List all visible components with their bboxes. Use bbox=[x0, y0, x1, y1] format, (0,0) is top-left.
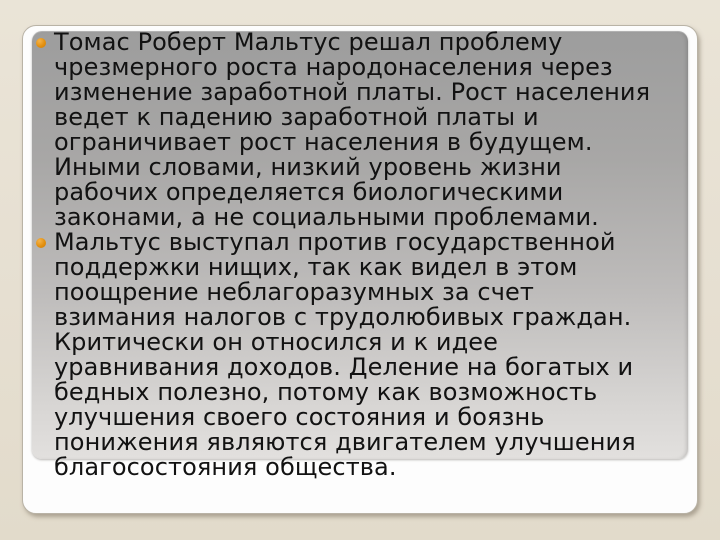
text-line: ограничивает рост населения в будущем. bbox=[54, 128, 593, 156]
bullet-item-2 bbox=[36, 230, 688, 480]
text-line: уравнивания доходов. Деление на богатых и bbox=[54, 353, 634, 381]
bullet-item-1 bbox=[36, 30, 688, 230]
text-line: поддержки нищих, так как видел в этом bbox=[54, 253, 578, 281]
bullet-icon bbox=[36, 38, 46, 48]
text-line: понижения являются двигателем улучшения bbox=[54, 428, 636, 456]
bullet-text-2 bbox=[54, 230, 688, 480]
bullet-text-1 bbox=[54, 30, 688, 230]
slide-body-text bbox=[36, 30, 688, 480]
text-line: Мальтус выступал против государственной bbox=[54, 228, 616, 256]
text-line: улучшения своего состояния и боязнь bbox=[54, 403, 545, 431]
text-line: Иными словами, низкий уровень жизни bbox=[54, 153, 562, 181]
text-line: законами, а не социальными проблемами. bbox=[54, 203, 599, 231]
text-line: поощрение неблагоразумных за счет bbox=[54, 278, 534, 306]
text-line: рабочих определяется биологическими bbox=[54, 178, 564, 206]
text-line: изменение заработной платы. Рост населения bbox=[54, 78, 651, 106]
text-line: благосостояния общества. bbox=[54, 453, 397, 481]
text-line: Критически он относился и к идее bbox=[54, 328, 499, 356]
text-line: взимания налогов с трудолюбивых граждан. bbox=[54, 303, 632, 331]
bullet-icon bbox=[36, 238, 46, 248]
text-line: ведет к падению заработной платы и bbox=[54, 103, 539, 131]
text-line: бедных полезно, потому как возможность bbox=[54, 378, 598, 406]
text-line: чрезмерного роста народонаселения через bbox=[54, 53, 613, 81]
text-line: Томас Роберт Мальтус решал проблему bbox=[54, 28, 563, 56]
